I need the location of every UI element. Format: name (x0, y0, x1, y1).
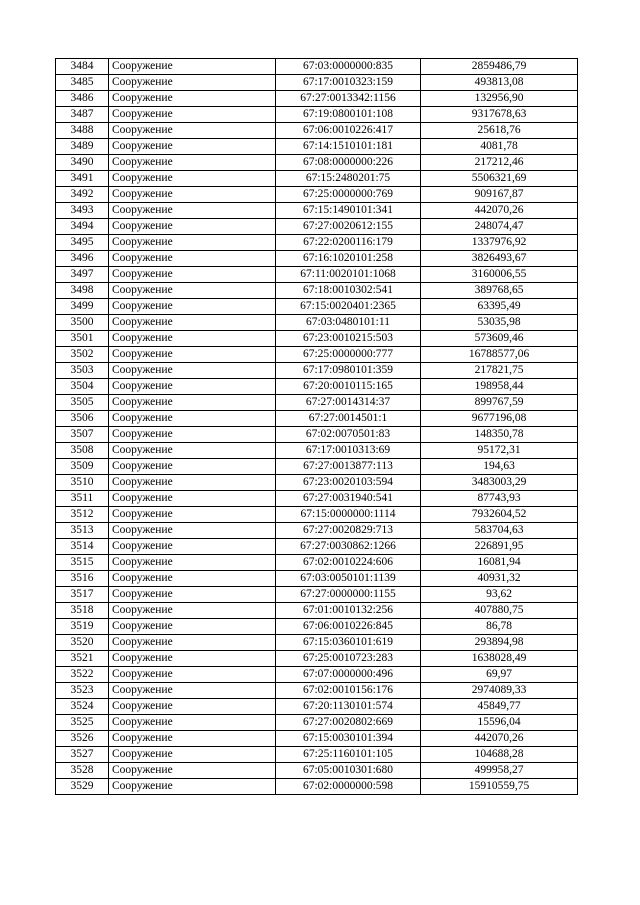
row-number-cell: 3514 (56, 539, 109, 555)
cadastral-value-cell: 217212,46 (421, 155, 578, 171)
table-row (56, 267, 578, 283)
row-number-cell: 3501 (56, 331, 109, 347)
cadastral-value-cell: 1638028,49 (421, 651, 578, 667)
object-type-cell: Сооружение (109, 507, 276, 523)
table-row (56, 411, 578, 427)
cadastral-value-cell: 95172,31 (421, 443, 578, 459)
cadastral-value-cell: 389768,65 (421, 283, 578, 299)
object-type-cell: Сооружение (109, 491, 276, 507)
row-number-cell: 3498 (56, 283, 109, 299)
cadastral-value-cell: 2859486,79 (421, 59, 578, 75)
cadastral-value-cell: 7932604,52 (421, 507, 578, 523)
row-number-cell: 3523 (56, 683, 109, 699)
table-row (56, 59, 578, 75)
object-type-cell: Сооружение (109, 699, 276, 715)
row-number-cell: 3488 (56, 123, 109, 139)
cadastral-value-cell: 63395,49 (421, 299, 578, 315)
object-type-cell: Сооружение (109, 219, 276, 235)
table-row (56, 219, 578, 235)
object-type-cell: Сооружение (109, 171, 276, 187)
cadastral-value-cell: 583704,63 (421, 523, 578, 539)
table-row (56, 507, 578, 523)
cadastral-value-cell: 5506321,69 (421, 171, 578, 187)
table-row (56, 459, 578, 475)
row-number-cell: 3494 (56, 219, 109, 235)
row-number-cell: 3504 (56, 379, 109, 395)
cadastral-value-cell: 9317678,63 (421, 107, 578, 123)
cadastral-number-cell: 67:03:0480101:11 (276, 315, 421, 331)
cadastral-value-cell: 194,63 (421, 459, 578, 475)
row-number-cell: 3526 (56, 731, 109, 747)
table-row (56, 651, 578, 667)
table-row (56, 635, 578, 651)
object-type-cell: Сооружение (109, 75, 276, 91)
cadastral-value-cell: 899767,59 (421, 395, 578, 411)
cadastral-value-cell: 3160006,55 (421, 267, 578, 283)
cadastral-number-cell: 67:15:0000000:1114 (276, 507, 421, 523)
cadastral-number-cell: 67:25:0000000:769 (276, 187, 421, 203)
table-row (56, 315, 578, 331)
row-number-cell: 3495 (56, 235, 109, 251)
cadastral-number-cell: 67:19:0800101:108 (276, 107, 421, 123)
cadastral-number-cell: 67:27:0014501:1 (276, 411, 421, 427)
table-row (56, 235, 578, 251)
cadastral-value-cell: 53035,98 (421, 315, 578, 331)
table-row (56, 587, 578, 603)
object-type-cell: Сооружение (109, 91, 276, 107)
row-number-cell: 3490 (56, 155, 109, 171)
cadastral-number-cell: 67:27:0014314:37 (276, 395, 421, 411)
table-row (56, 123, 578, 139)
table-row (56, 379, 578, 395)
cadastral-value-cell: 93,62 (421, 587, 578, 603)
object-type-cell: Сооружение (109, 443, 276, 459)
row-number-cell: 3518 (56, 603, 109, 619)
cadastral-number-cell: 67:18:0010302:541 (276, 283, 421, 299)
object-type-cell: Сооружение (109, 331, 276, 347)
object-type-cell: Сооружение (109, 299, 276, 315)
row-number-cell: 3505 (56, 395, 109, 411)
cadastral-value-cell: 25618,76 (421, 123, 578, 139)
object-type-cell: Сооружение (109, 155, 276, 171)
object-type-cell: Сооружение (109, 395, 276, 411)
object-type-cell: Сооружение (109, 59, 276, 75)
row-number-cell: 3529 (56, 779, 109, 795)
cadastral-value-cell: 499958,27 (421, 763, 578, 779)
row-number-cell: 3522 (56, 667, 109, 683)
cadastral-number-cell: 67:23:0010215:503 (276, 331, 421, 347)
object-type-cell: Сооружение (109, 187, 276, 203)
cadastral-value-cell: 909167,87 (421, 187, 578, 203)
table-row (56, 619, 578, 635)
table-row (56, 107, 578, 123)
table-row (56, 139, 578, 155)
row-number-cell: 3510 (56, 475, 109, 491)
object-type-cell: Сооружение (109, 747, 276, 763)
cadastral-value-cell: 16081,94 (421, 555, 578, 571)
row-number-cell: 3497 (56, 267, 109, 283)
row-number-cell: 3509 (56, 459, 109, 475)
cadastral-number-cell: 67:08:0000000:226 (276, 155, 421, 171)
table-row (56, 747, 578, 763)
cadastral-value-cell: 15596,04 (421, 715, 578, 731)
row-number-cell: 3525 (56, 715, 109, 731)
cadastral-number-cell: 67:25:0010723:283 (276, 651, 421, 667)
object-type-cell: Сооружение (109, 427, 276, 443)
cadastral-value-cell: 293894,98 (421, 635, 578, 651)
table-row (56, 155, 578, 171)
cadastral-number-cell: 67:06:0010226:845 (276, 619, 421, 635)
object-type-cell: Сооружение (109, 523, 276, 539)
cadastral-value-cell: 217821,75 (421, 363, 578, 379)
object-type-cell: Сооружение (109, 475, 276, 491)
row-number-cell: 3519 (56, 619, 109, 635)
cadastral-number-cell: 67:15:0030101:394 (276, 731, 421, 747)
cadastral-value-cell: 1337976,92 (421, 235, 578, 251)
cadastral-number-cell: 67:16:1020101:258 (276, 251, 421, 267)
cadastral-number-cell: 67:17:0980101:359 (276, 363, 421, 379)
row-number-cell: 3500 (56, 315, 109, 331)
cadastral-number-cell: 67:27:0020802:669 (276, 715, 421, 731)
cadastral-number-cell: 67:02:0010224:606 (276, 555, 421, 571)
cadastral-value-cell: 442070,26 (421, 203, 578, 219)
row-number-cell: 3491 (56, 171, 109, 187)
cadastral-value-cell: 86,78 (421, 619, 578, 635)
table-row (56, 491, 578, 507)
table-row (56, 363, 578, 379)
table-row (56, 203, 578, 219)
cadastral-value-cell: 40931,32 (421, 571, 578, 587)
cadastral-number-cell: 67:07:0000000:496 (276, 667, 421, 683)
table-row (56, 683, 578, 699)
table-row (56, 539, 578, 555)
table-row (56, 283, 578, 299)
table-row (56, 91, 578, 107)
row-number-cell: 3496 (56, 251, 109, 267)
cadastral-number-cell: 67:27:0000000:1155 (276, 587, 421, 603)
cadastral-value-cell: 248074,47 (421, 219, 578, 235)
cadastral-value-cell: 407880,75 (421, 603, 578, 619)
table-row (56, 443, 578, 459)
cadastral-number-cell: 67:27:0013877:113 (276, 459, 421, 475)
row-number-cell: 3527 (56, 747, 109, 763)
cadastral-number-cell: 67:25:0000000:777 (276, 347, 421, 363)
row-number-cell: 3506 (56, 411, 109, 427)
cadastral-number-cell: 67:27:0031940:541 (276, 491, 421, 507)
cadastral-value-cell: 132956,90 (421, 91, 578, 107)
table-row (56, 475, 578, 491)
row-number-cell: 3492 (56, 187, 109, 203)
row-number-cell: 3499 (56, 299, 109, 315)
cadastral-value-cell: 9677196,08 (421, 411, 578, 427)
cadastral-value-cell: 3483003,29 (421, 475, 578, 491)
row-number-cell: 3517 (56, 587, 109, 603)
cadastral-value-cell: 69,97 (421, 667, 578, 683)
row-number-cell: 3521 (56, 651, 109, 667)
object-type-cell: Сооружение (109, 763, 276, 779)
object-type-cell: Сооружение (109, 731, 276, 747)
object-type-cell: Сооружение (109, 315, 276, 331)
cadastral-value-cell: 4081,78 (421, 139, 578, 155)
cadastral-number-cell: 67:15:2480201:75 (276, 171, 421, 187)
row-number-cell: 3515 (56, 555, 109, 571)
cadastral-number-cell: 67:02:0010156:176 (276, 683, 421, 699)
object-type-cell: Сооружение (109, 251, 276, 267)
table-row (56, 171, 578, 187)
cadastral-number-cell: 67:03:0050101:1139 (276, 571, 421, 587)
row-number-cell: 3513 (56, 523, 109, 539)
table-row (56, 731, 578, 747)
cadastral-number-cell: 67:11:0020101:1068 (276, 267, 421, 283)
row-number-cell: 3502 (56, 347, 109, 363)
cadastral-value-cell: 493813,08 (421, 75, 578, 91)
object-type-cell: Сооружение (109, 347, 276, 363)
object-type-cell: Сооружение (109, 619, 276, 635)
cadastral-number-cell: 67:17:0010313:69 (276, 443, 421, 459)
table-row (56, 299, 578, 315)
cadastral-number-cell: 67:15:0360101:619 (276, 635, 421, 651)
row-number-cell: 3520 (56, 635, 109, 651)
object-type-cell: Сооружение (109, 667, 276, 683)
table-row (56, 331, 578, 347)
table-row (56, 395, 578, 411)
table-row (56, 715, 578, 731)
cadastral-value-cell: 16788577,06 (421, 347, 578, 363)
cadastral-value-cell: 45849,77 (421, 699, 578, 715)
object-type-cell: Сооружение (109, 555, 276, 571)
table-row (56, 555, 578, 571)
cadastral-value-cell: 2974089,33 (421, 683, 578, 699)
row-number-cell: 3484 (56, 59, 109, 75)
object-type-cell: Сооружение (109, 139, 276, 155)
cadastral-number-cell: 67:27:0020829:713 (276, 523, 421, 539)
cadastral-number-cell: 67:05:0010301:680 (276, 763, 421, 779)
cadastral-number-cell: 67:15:0020401:2365 (276, 299, 421, 315)
row-number-cell: 3486 (56, 91, 109, 107)
object-type-cell: Сооружение (109, 603, 276, 619)
table-row (56, 603, 578, 619)
object-type-cell: Сооружение (109, 539, 276, 555)
row-number-cell: 3524 (56, 699, 109, 715)
row-number-cell: 3508 (56, 443, 109, 459)
table-row (56, 347, 578, 363)
cadastral-number-cell: 67:01:0010132:256 (276, 603, 421, 619)
cadastral-number-cell: 67:27:0020612:155 (276, 219, 421, 235)
cadastral-number-cell: 67:14:1510101:181 (276, 139, 421, 155)
cadastral-number-cell: 67:27:0013342:1156 (276, 91, 421, 107)
table-row (56, 523, 578, 539)
object-type-cell: Сооружение (109, 363, 276, 379)
cadastral-number-cell: 67:17:0010323:159 (276, 75, 421, 91)
row-number-cell: 3485 (56, 75, 109, 91)
row-number-cell: 3511 (56, 491, 109, 507)
row-number-cell: 3487 (56, 107, 109, 123)
cadastral-value-cell: 104688,28 (421, 747, 578, 763)
cadastral-number-cell: 67:06:0010226:417 (276, 123, 421, 139)
registry-table-body (56, 59, 578, 795)
cadastral-number-cell: 67:02:0000000:598 (276, 779, 421, 795)
object-type-cell: Сооружение (109, 107, 276, 123)
cadastral-number-cell: 67:02:0070501:83 (276, 427, 421, 443)
object-type-cell: Сооружение (109, 651, 276, 667)
row-number-cell: 3503 (56, 363, 109, 379)
registry-table (55, 58, 578, 795)
object-type-cell: Сооружение (109, 235, 276, 251)
object-type-cell: Сооружение (109, 267, 276, 283)
cadastral-value-cell: 15910559,75 (421, 779, 578, 795)
object-type-cell: Сооружение (109, 203, 276, 219)
cadastral-number-cell: 67:15:1490101:341 (276, 203, 421, 219)
cadastral-number-cell: 67:20:1130101:574 (276, 699, 421, 715)
cadastral-value-cell: 3826493,67 (421, 251, 578, 267)
table-row (56, 427, 578, 443)
table-row (56, 667, 578, 683)
cadastral-value-cell: 198958,44 (421, 379, 578, 395)
row-number-cell: 3493 (56, 203, 109, 219)
row-number-cell: 3489 (56, 139, 109, 155)
object-type-cell: Сооружение (109, 411, 276, 427)
object-type-cell: Сооружение (109, 283, 276, 299)
cadastral-value-cell: 573609,46 (421, 331, 578, 347)
row-number-cell: 3528 (56, 763, 109, 779)
row-number-cell: 3512 (56, 507, 109, 523)
table-row (56, 251, 578, 267)
row-number-cell: 3516 (56, 571, 109, 587)
object-type-cell: Сооружение (109, 715, 276, 731)
cadastral-number-cell: 67:22:0200116:179 (276, 235, 421, 251)
object-type-cell: Сооружение (109, 571, 276, 587)
table-row (56, 187, 578, 203)
cadastral-number-cell: 67:27:0030862:1266 (276, 539, 421, 555)
cadastral-value-cell: 226891,95 (421, 539, 578, 555)
cadastral-number-cell: 67:03:0000000:835 (276, 59, 421, 75)
table-row (56, 779, 578, 795)
object-type-cell: Сооружение (109, 635, 276, 651)
object-type-cell: Сооружение (109, 459, 276, 475)
cadastral-value-cell: 148350,78 (421, 427, 578, 443)
object-type-cell: Сооружение (109, 683, 276, 699)
cadastral-number-cell: 67:23:0020103:594 (276, 475, 421, 491)
cadastral-number-cell: 67:25:1160101:105 (276, 747, 421, 763)
row-number-cell: 3507 (56, 427, 109, 443)
object-type-cell: Сооружение (109, 379, 276, 395)
cadastral-value-cell: 87743,93 (421, 491, 578, 507)
object-type-cell: Сооружение (109, 123, 276, 139)
table-row (56, 763, 578, 779)
table-row (56, 699, 578, 715)
object-type-cell: Сооружение (109, 587, 276, 603)
table-row (56, 75, 578, 91)
object-type-cell: Сооружение (109, 779, 276, 795)
cadastral-value-cell: 442070,26 (421, 731, 578, 747)
cadastral-number-cell: 67:20:0010115:165 (276, 379, 421, 395)
table-row (56, 571, 578, 587)
